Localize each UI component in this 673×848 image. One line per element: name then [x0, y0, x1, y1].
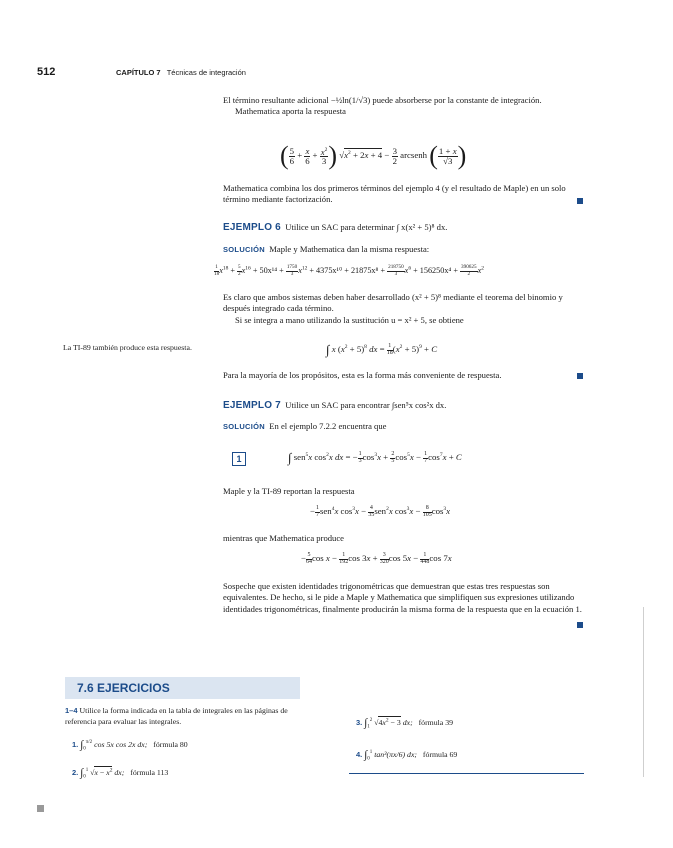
- chapter-title: Técnicas de integración: [166, 68, 246, 77]
- margin-line: [643, 607, 644, 777]
- intro-line1: El término resultante adicional −½ln(1/√3) puede absorberse por la constante de integración.: [223, 95, 542, 105]
- exercises-title: 7.6 EJERCICIOS: [77, 681, 170, 695]
- substitution-result: ∫ x $(x^2 + 5)^8$ dx = $\frac{1}{18}$ $(x^2 + 5)^9 + C$: [326, 342, 438, 357]
- example7-closing: Sospeche que existen identidades trigonométricas que demuestran que estas tres respuestas son equivalentes. De hecho, si le pide a Maple y Mathematica que simplifiquen sus expresiones utilizando identidades trigonométricas, finalmente producirán la misma forma de la respuesta que en la ecuación 1.: [223, 581, 582, 614]
- example6-para: Es claro que ambos sistemas deben haber desarrollado (x² + 5)⁸ mediante el teorema del binomio y después integrado cada término. Si se integra a mano utilizando la sustitución u = x² + 5, se obtiene: [223, 292, 563, 325]
- end-mark: [577, 198, 583, 204]
- mathematica-text: mientras que Mathematica produce: [223, 533, 344, 543]
- mathematica-answer: − $\frac{5}{64}$ cos x − $\frac{1}{192}$ cos 3x + $\frac{3}{320}$ cos 5x − $\frac{1}{448}$ cos 7x: [301, 552, 452, 565]
- example6-label: EJEMPLO 6: [223, 222, 281, 233]
- end-mark: [577, 373, 583, 379]
- exercises-section-banner: [65, 677, 300, 699]
- exercise-4: 4. $\int_0^1$ tan³(πx/6) dx; fórmula 69: [356, 749, 458, 762]
- page-number: 512: [37, 66, 56, 78]
- exercise-1: 1. $\int_0^{\pi/2}$ cos 5x cos 2x dx; fórmula 80: [72, 739, 188, 752]
- intro-line2: Mathematica aporta la respuesta: [235, 106, 346, 117]
- maple-text: Maple y la TI-89 reportan la respuesta: [223, 486, 355, 496]
- solution-label: SOLUCIÓN: [223, 245, 265, 254]
- equation-number-box: 1: [232, 452, 246, 466]
- example6-closing: Para la mayoría de los propósitos, esta es la forma más conveniente de respuesta.: [223, 370, 502, 380]
- example6-prompt: Utilice un SAC para determinar ∫ x(x² + 5)⁸ dx.: [285, 222, 448, 232]
- end-mark: [577, 622, 583, 628]
- exercise-column-rule: [349, 773, 584, 774]
- maple-answer: − $\frac{1}{7}$ sen$^4$x $\cos^3x$ − $\frac{4}{35}$ sen$^2$x $\cos^3x$ − $\frac{8}{105}$ $\cos^3x$: [310, 505, 451, 518]
- expanded-series: $\frac{1}{18}$ $x^{18}$ + $\frac{5}{2}$ $x^{16} + 50x^{14}$ + $\frac{1750}{3}$ $x^{12} + 4375x^{10} + 21875x^8$ + $\frac{218750}{3}$ $x^6 + 156250x^4$ + $\frac{390625}{2}$ $x^2$: [214, 264, 484, 277]
- intro-closing: Mathematica combina los dos primeros términos del ejemplo 4 (y el resultado de Maple) en un solo término mediante factorización.: [223, 183, 566, 205]
- example6-solution: SOLUCIÓN Maple y Mathematica dan la misma respuesta:: [223, 244, 430, 254]
- running-header: [116, 68, 246, 77]
- example7-prompt: Utilice un SAC para encontrar ∫sen⁵x cos²x dx.: [285, 400, 447, 410]
- example7-solution: SOLUCIÓN En el ejemplo 7.2.2 encuentra que: [223, 421, 387, 431]
- example6-heading: [223, 222, 585, 233]
- intro-paragraph: [223, 95, 585, 118]
- equation-1: ∫ sen$^5$x $\cos^2x$ dx = − $\frac{1}{3}$ $\cos^3x$ + $\frac{2}{5}$ $\cos^5x$ − $\frac{1}{7}$ $\cos^7x + C$: [288, 450, 462, 465]
- exercise-2: 2. $\int_0^1$ $√x - x^2$ dx; fórmula 113: [72, 767, 169, 780]
- exercise-3: 3. $\int_1^2$ $√4x^2 - 3$ dx; fórmula 39: [356, 717, 454, 730]
- example7-heading: [223, 400, 585, 411]
- side-note: La TI-89 también produce esta respuesta.: [63, 343, 192, 352]
- exercises-instruction: 1–4 Utilice la forma indicada en la tabla de integrales en las páginas de referencia para evaluar las integrales.: [65, 706, 288, 726]
- mathematica-formula: ( $\frac{5}{6}$ + $\frac{x}{6}$ + $\frac{x^2}{3}$ ) $√x^2 + 2x + 4$ − $\frac{3}{2}$ arcsenh ( $\frac{1 + x}{√3}$ ): [280, 141, 467, 170]
- corner-marker: [37, 805, 44, 812]
- chapter-label: CAPÍTULO 7: [116, 68, 161, 77]
- example7-label: EJEMPLO 7: [223, 400, 281, 411]
